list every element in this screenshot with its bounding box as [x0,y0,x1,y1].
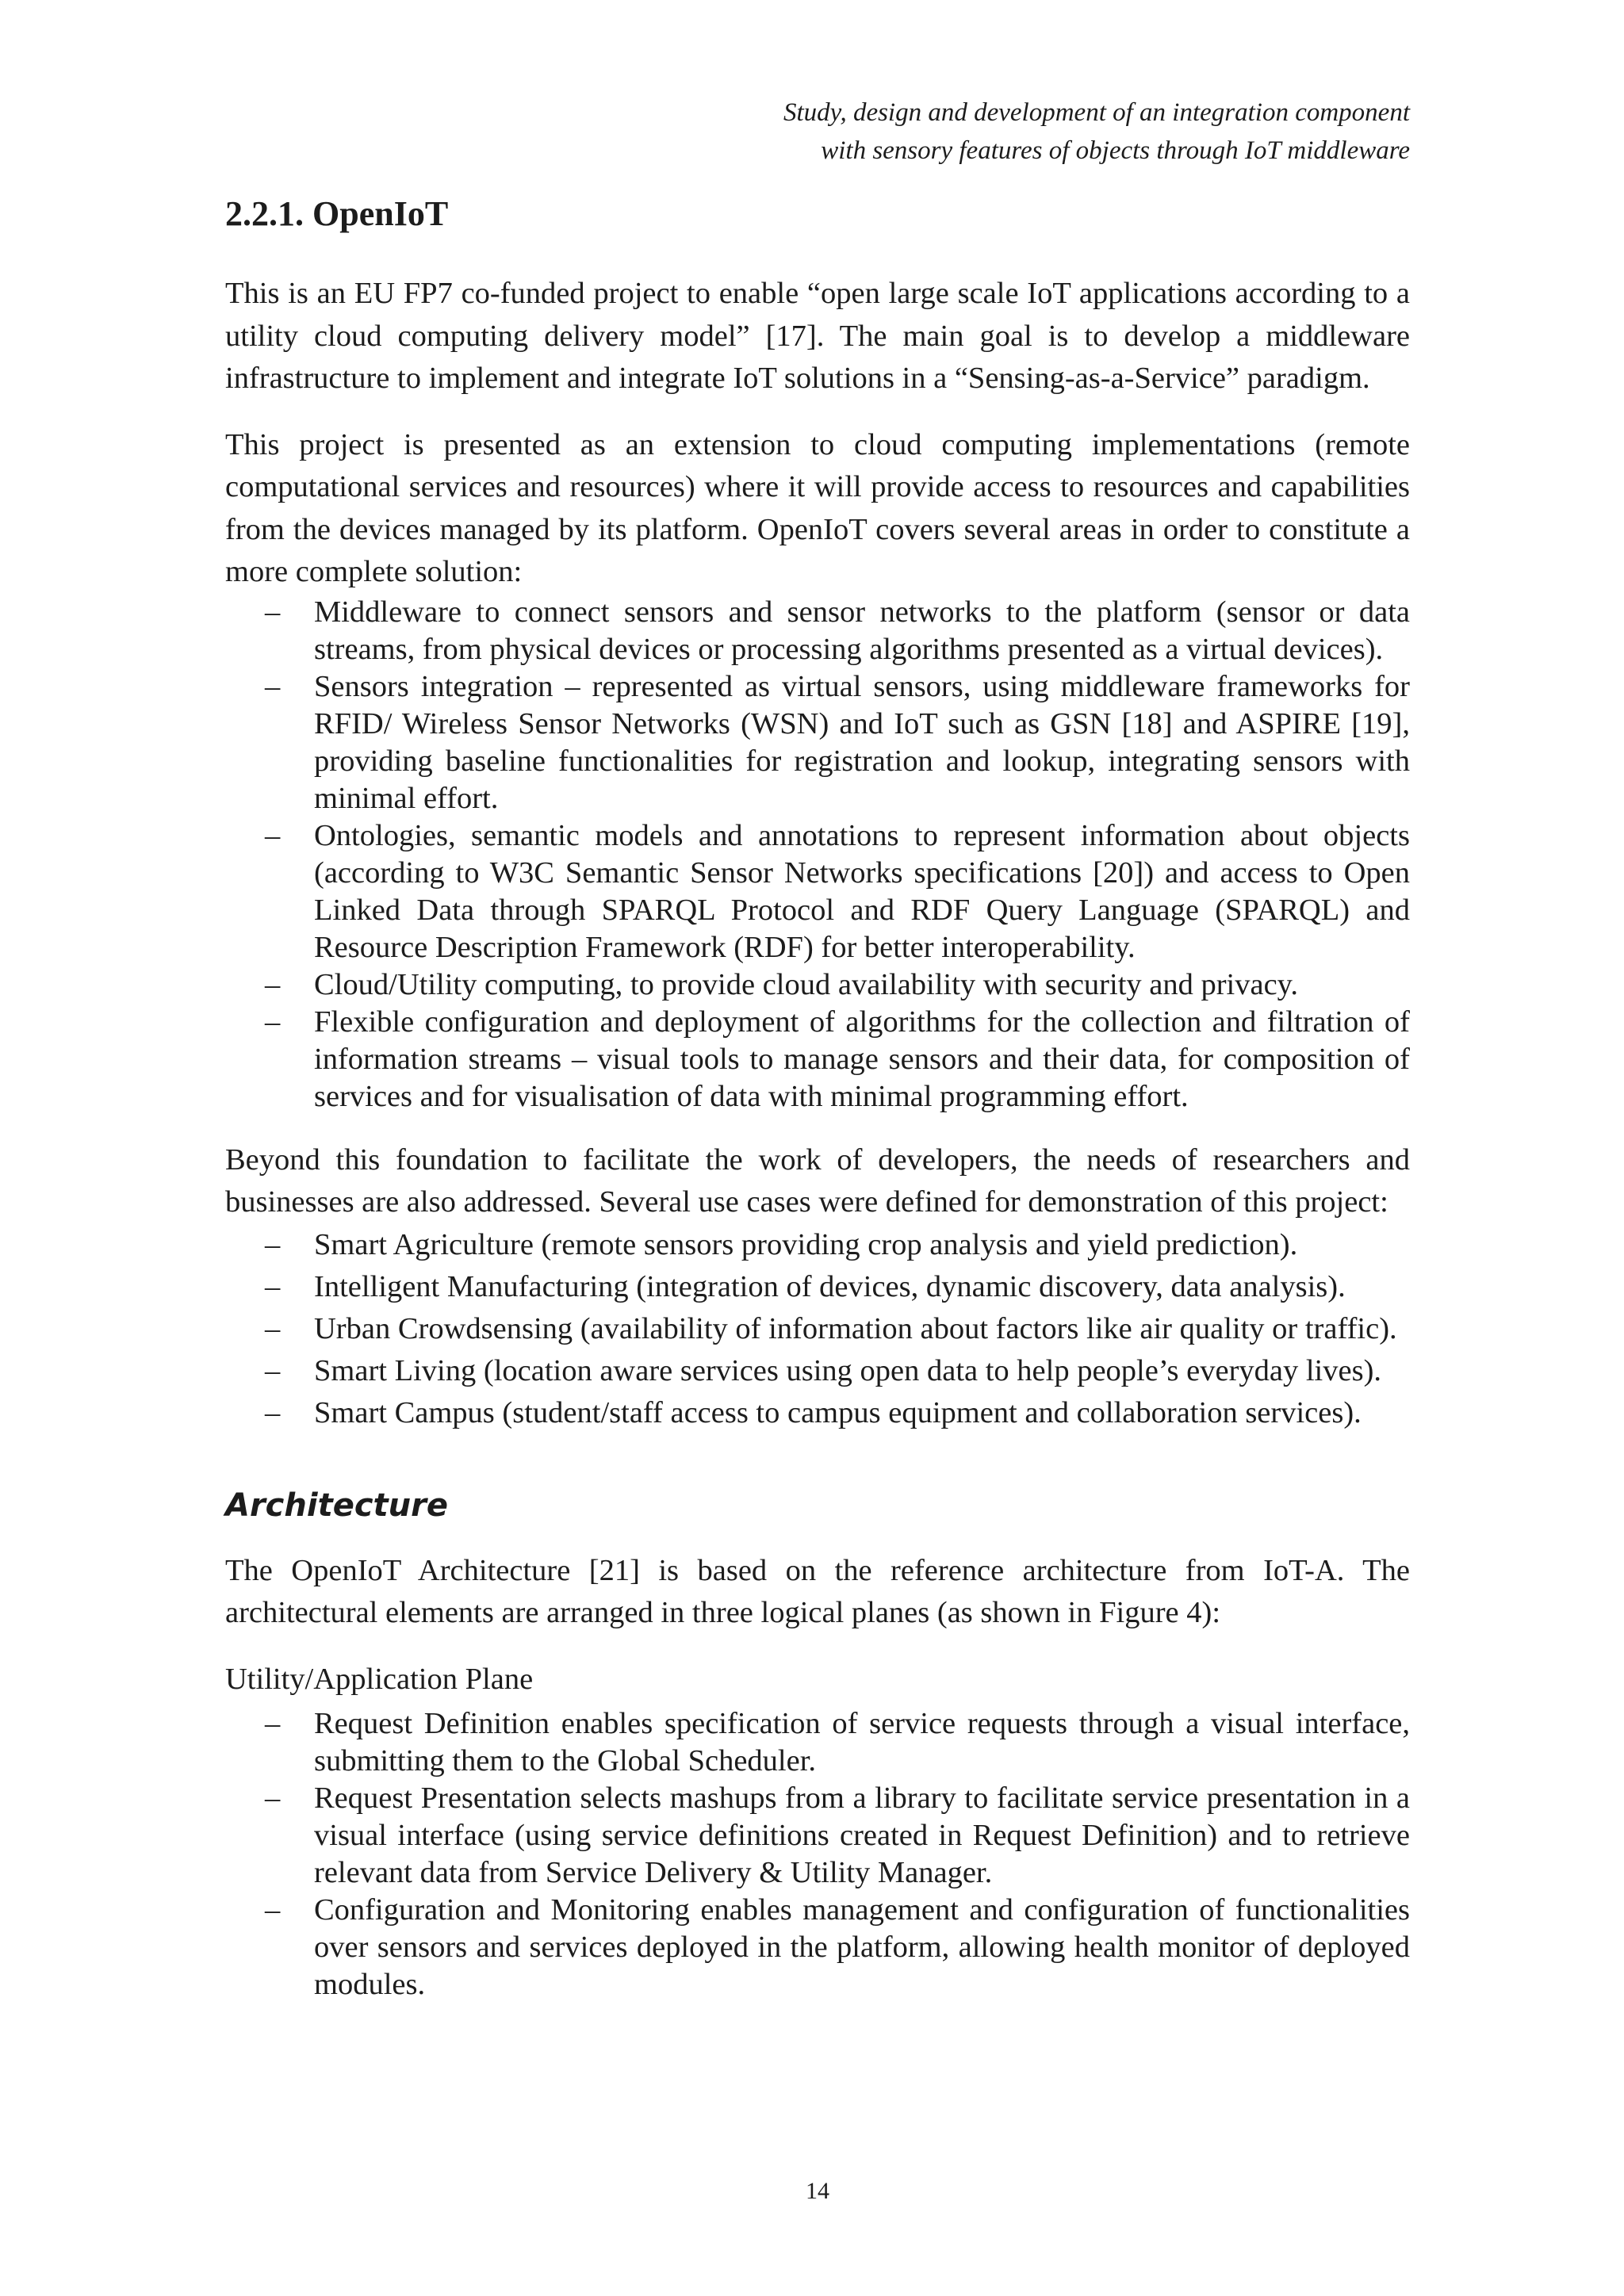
list-item: – Smart Campus (student/staff access to campus equipment and collaboration services). [225,1392,1410,1434]
running-header-line-2: with sensory features of objects through IoT middleware [821,136,1410,165]
list-item: – Smart Living (location aware services using open data to help people’s everyday lives). [225,1350,1410,1392]
list-item: – Cloud/Utility computing, to provide cloud availability with security and privacy. [225,966,1410,1004]
list-item: – Urban Crowdsensing (availability of information about factors like air quality or traffic). [225,1308,1410,1350]
plane-label: Utility/Application Plane [225,1662,534,1696]
list-item: – Middleware to connect sensors and sensor networks to the platform (sensor or data streams, from physical devices or processing algorithms presented as a virtual devices). [225,594,1410,668]
extension-paragraph: This project is presented as an extension to cloud computing implementations (remote computational services and resources) where it will provide access to resources and capabilities from the devices managed by its platform. OpenIoT covers several areas in order to constitute a more complete solution: [225,427,1410,588]
use-cases-list [225,1224,1410,1434]
application-plane-list [225,1705,1410,2003]
list-item: – Smart Agriculture (remote sensors providing crop analysis and yield prediction). [225,1224,1410,1266]
list-item: – Flexible configuration and deployment of algorithms for the collection and filtration of information streams – visual tools to manage sensors and their data, for composition of services and for visualisation of data with minimal programming effort. [225,1004,1410,1115]
section-title: 2.2.1. OpenIoT [225,194,449,233]
page-number: 14 [806,2178,829,2204]
document-page [225,0,1410,2296]
list-item: – Intelligent Manufacturing (integration of devices, dynamic discovery, data analysis). [225,1266,1410,1308]
list-item: – Sensors integration – represented as virtual sensors, using middleware frameworks for RFID/ Wireless Sensor Networks (WSN) and IoT such as GSN [18] and ASPIRE [19], providing baseline functionalities for registration and lookup, integrating sensors with minimal effort. [225,668,1410,817]
list-item: – Configuration and Monitoring enables management and configuration of functionalities over sensors and services deployed in the platform, allowing health monitor of deployed modules. [225,1892,1410,2003]
intro-paragraph: This is an EU FP7 co-funded project to enable “open large scale IoT applications according to a utility cloud computing delivery model” [17]. The main goal is to develop a middleware infrastructure to implement and integrate IoT solutions in a “Sensing-as-a-Service” paradigm. [225,277,1410,395]
running-header-line-1: Study, design and development of an integration component [783,98,1410,127]
architecture-heading: Architecture [225,1487,448,1524]
running-header [696,94,1410,170]
coverage-areas-list [225,594,1410,1115]
use-cases-intro: Beyond this foundation to facilitate the work of developers, the needs of researchers and businesses are also addressed. Several use cases were defined for demonstration of this project: [225,1142,1410,1219]
list-item: – Request Presentation selects mashups from a library to facilitate service presentation in a visual interface (using service definitions created in Request Definition) and to retrieve relevant data from Service Delivery & Utility Manager. [225,1780,1410,1892]
page-content [225,184,1410,2027]
list-item: – Ontologies, semantic models and annotations to represent information about objects (according to W3C Semantic Sensor Networks specifications [20]) and access to Open Linked Data through SPARQL Protocol and RDF Query Language (SPARQL) and Resource Description Framework (RDF) for better interoperability. [225,817,1410,966]
list-item: – Request Definition enables specification of service requests through a visual interface, submitting them to the Global Scheduler. [225,1705,1410,1780]
architecture-intro: The OpenIoT Architecture [21] is based on the reference architecture from IoT-A. The architectural elements are arranged in three logical planes (as shown in Figure 4): [225,1553,1410,1629]
